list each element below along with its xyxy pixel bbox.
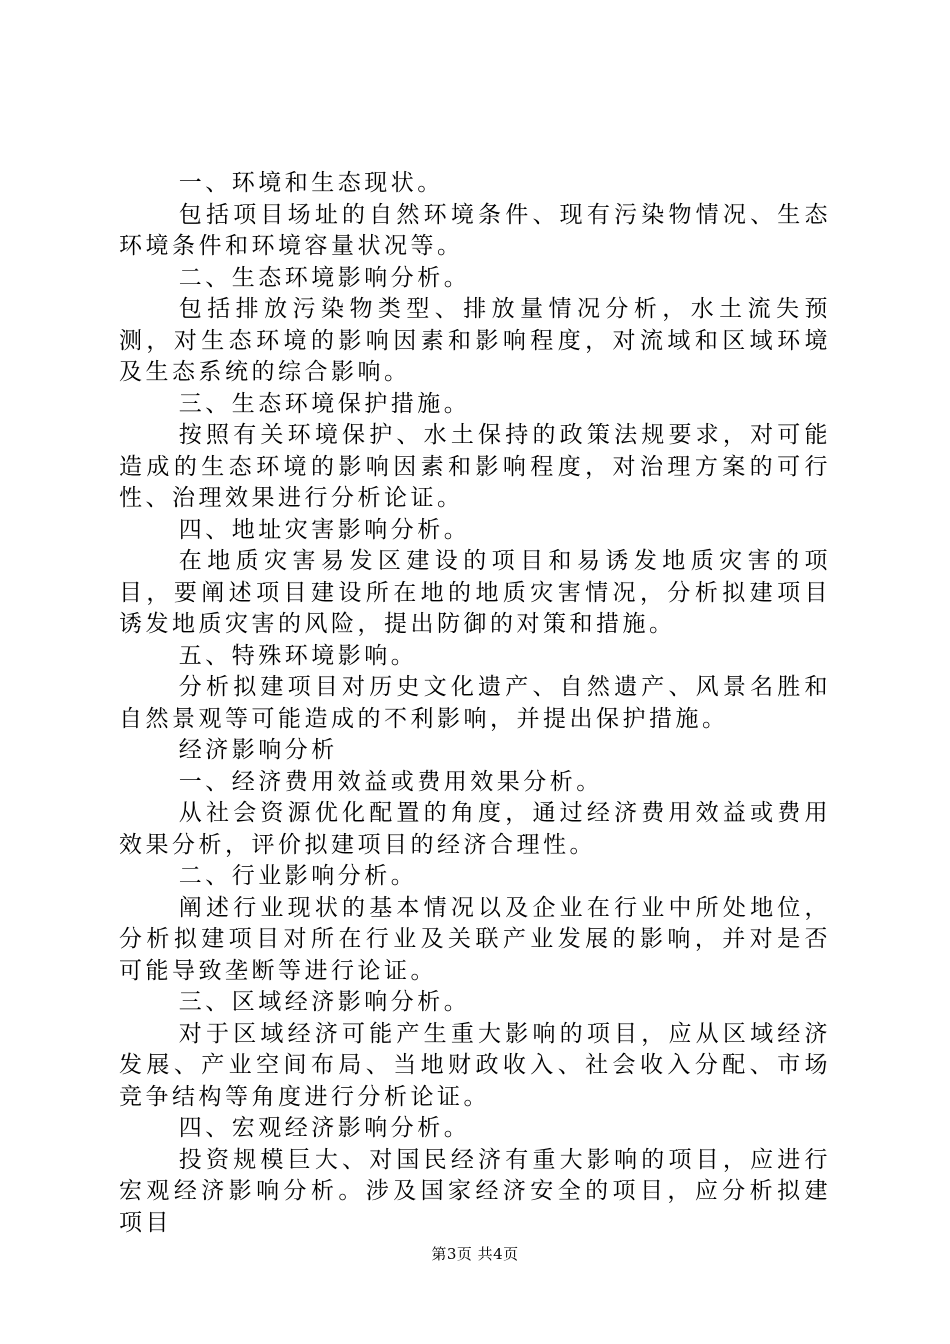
heading-environment-status: 一、环境和生态现状。 — [178, 170, 444, 196]
paragraph-special-environment: 分析拟建项目对历史文化遗产、自然遗产、风景名胜和自然景观等可能造成的不利影响，并提出保护措施。 — [119, 674, 831, 732]
page-number-footer: 第3页 共4页 — [431, 1245, 519, 1263]
section-title-economic-impact: 经济影响分析 — [178, 737, 338, 763]
paragraph-cost-benefit: 从社会资源优化配置的角度，通过经济费用效益或费用效果分析，评价拟建项目的经济合理性。 — [119, 800, 831, 858]
paragraph-environment-status: 包括项目场址的自然环境条件、现有污染物情况、生态环境条件和环境容量状况等。 — [119, 201, 831, 259]
paragraph-regional-economy: 对于区域经济可能产生重大影响的项目，应从区域经济发展、产业空间布局、当地财政收入、社会收入分配、市场竞争结构等角度进行分析论证。 — [119, 1020, 831, 1110]
heading-geological-hazard: 四、地址灾害影响分析。 — [178, 516, 471, 543]
document-body — [119, 168, 831, 1239]
heading-ecological-impact: 二、生态环境影响分析。 — [178, 264, 471, 291]
heading-special-environment: 五、特殊环境影响。 — [178, 642, 418, 669]
heading-cost-benefit: 一、经济费用效益或费用效果分析。 — [178, 768, 603, 795]
heading-macro-economy: 四、宏观经济影响分析。 — [178, 1115, 471, 1141]
paragraph-ecological-impact: 包括排放污染物类型、排放量情况分析，水土流失预测，对生态环境的影响因素和影响程度，对流域和区域环境及生态系统的综合影响。 — [119, 296, 831, 385]
paragraph-industry-impact: 阐述行业现状的基本情况以及企业在行业中所处地位，分析拟建项目对所在行业及关联产业发展的影响，并对是否可能导致垄断等进行论证。 — [119, 894, 831, 984]
heading-ecological-protection: 三、生态环境保护措施。 — [178, 390, 471, 417]
paragraph-ecological-protection: 按照有关环境保护、水土保持的政策法规要求，对可能造成的生态环境的影响因素和影响程度，对治理方案的可行性、治理效果进行分析论证。 — [119, 422, 831, 511]
heading-industry-impact: 二、行业影响分析。 — [178, 863, 418, 889]
heading-regional-economy: 三、区域经济影响分析。 — [178, 989, 471, 1015]
paragraph-geological-hazard: 在地质灾害易发区建设的项目和易诱发地质灾害的项目，要阐述项目建设所在地的地质灾害情况，分析拟建项目诱发地质灾害的风险，提出防御的对策和措施。 — [119, 548, 831, 637]
paragraph-macro-economy: 投资规模巨大、对国民经济有重大影响的项目，应进行宏观经济影响分析。涉及国家经济安全的项目，应分析拟建项目 — [119, 1146, 831, 1236]
